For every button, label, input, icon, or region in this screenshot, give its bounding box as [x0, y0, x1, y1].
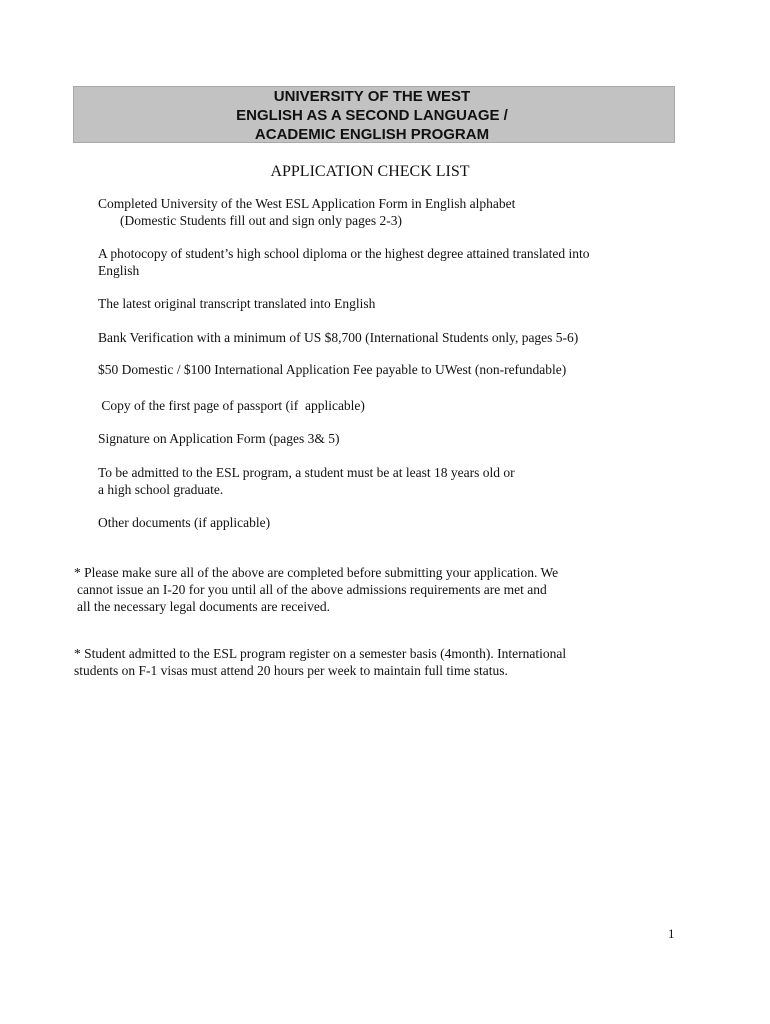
note-text-cont: students on F-1 visas must attend 20 hours per week to maintain full time status.	[74, 663, 508, 678]
note-text: * Student admitted to the ESL program register on a semester basis (4month). International	[74, 646, 567, 661]
checklist-item-passport	[98, 398, 365, 415]
checklist-item-transcript	[98, 296, 375, 313]
checklist-item-subtext: (Domestic Students fill out and sign only pages 2-3)	[120, 212, 402, 228]
page-number: 1	[668, 926, 675, 941]
checklist-item-diploma	[98, 246, 590, 279]
checklist-item-application-fee	[98, 362, 566, 379]
checklist-item-text: A photocopy of student’s high school diploma or the highest degree attained translated into	[98, 246, 590, 261]
checklist-item-signature	[98, 431, 339, 448]
checklist-item-bank-verification	[98, 330, 578, 347]
header-program-subtitle: ACADEMIC ENGLISH PROGRAM	[254, 126, 490, 143]
header-university-name: UNIVERSITY OF THE WEST	[273, 88, 471, 105]
note-semester-registration	[74, 645, 566, 679]
note-text: * Please make sure all of the above are completed before submitting your application. We	[74, 565, 559, 580]
checklist-item-text: The latest original transcript translated into English	[98, 296, 376, 311]
checklist-item-text: To be admitted to the ESL program, a student must be at least 18 years old or	[98, 465, 515, 480]
page-title: APPLICATION CHECK LIST	[270, 163, 470, 180]
checklist-item-text: $50 Domestic / $100 International Application Fee payable to UWest (non-refundable)	[98, 362, 567, 377]
checklist-item-application-form	[98, 196, 515, 229]
checklist-item-text: Signature on Application Form (pages 3& 5)	[98, 431, 340, 446]
checklist-item-text-cont: a high school graduate.	[98, 481, 224, 497]
checklist-item-text: Other documents (if applicable)	[98, 515, 271, 530]
note-text-cont: cannot issue an I-20 for you until all of the above admissions requirements are met and	[77, 582, 547, 597]
note-completion-requirement	[74, 564, 558, 615]
note-text-cont: all the necessary legal documents are received.	[77, 599, 330, 614]
checklist-item-admission-age	[98, 465, 515, 498]
checklist-item-text: Copy of the first page of passport (if applicable)	[98, 398, 365, 413]
header-program-line: ENGLISH AS A SECOND LANGUAGE /	[236, 107, 508, 124]
checklist-item-text: Bank Verification with a minimum of US $8,700 (International Students only, pages 5-6)	[98, 330, 579, 345]
checklist-item-text-cont: English	[98, 262, 140, 278]
checklist-item-other-documents	[98, 515, 270, 532]
checklist-item-text: Completed University of the West ESL Application Form in English alphabet	[98, 196, 516, 211]
header-banner	[73, 86, 675, 143]
